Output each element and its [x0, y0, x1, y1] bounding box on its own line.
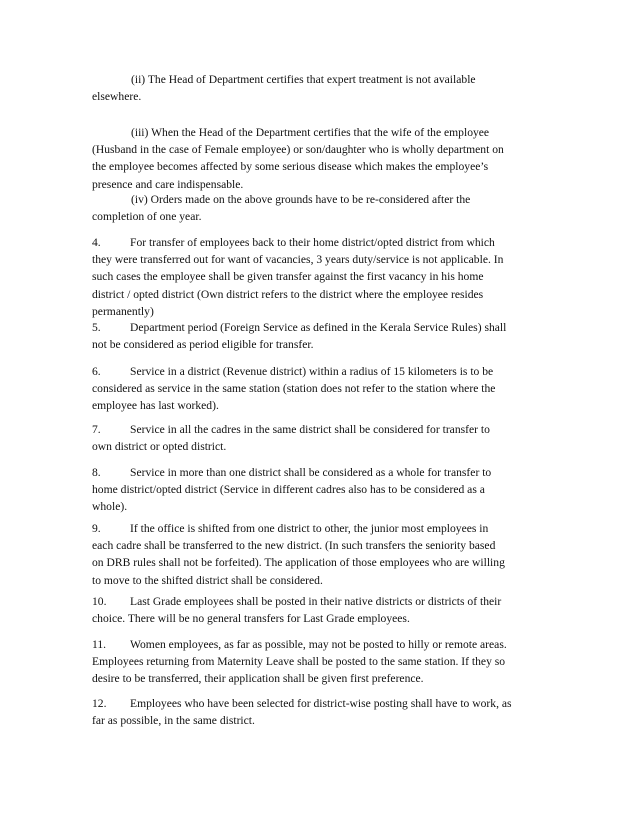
paragraph-6 [92, 363, 532, 415]
paragraph-number: 12. [92, 697, 107, 710]
paragraph-line: Department period (Foreign Service as defined in the Kerala Service Rules) shall [130, 321, 507, 334]
paragraph-8 [92, 464, 532, 516]
paragraph-iv [92, 191, 532, 225]
paragraph-4 [92, 234, 532, 320]
paragraph-line: desire to be transferred, their application shall be given first preference. [92, 672, 424, 686]
paragraph-12 [92, 695, 532, 729]
paragraph-line: employee has last worked). [92, 399, 219, 413]
paragraph-number: 9. [92, 522, 101, 535]
paragraph-line: Service in a district (Revenue district) within a radius of 15 kilometers is to be [130, 365, 494, 378]
paragraph-line: permanently) [92, 304, 154, 318]
paragraph-line: far as possible, in the same district. [92, 714, 255, 728]
paragraph-11 [92, 636, 532, 688]
paragraph-7 [92, 421, 532, 455]
paragraph-number: 8. [92, 466, 101, 479]
paragraph-line: (ii) The Head of Department certifies that expert treatment is not available [131, 73, 476, 86]
paragraph-number: 5. [92, 321, 101, 334]
paragraph-line: each cadre shall be transferred to the new district. (In such transfers the seniority based [92, 539, 496, 553]
paragraph-line: Employees returning from Maternity Leave shall be posted to the same station. If they so [92, 655, 506, 669]
paragraph-10 [92, 593, 532, 627]
paragraph-line: completion of one year. [92, 210, 202, 224]
paragraph-line: choice. There will be no general transfers for Last Grade employees. [92, 612, 410, 626]
paragraph-line: Service in all the cadres in the same district shall be considered for transfer to [130, 423, 490, 436]
paragraph-number: 10. [92, 595, 107, 608]
paragraph-9 [92, 520, 532, 589]
paragraph-line: Service in more than one district shall be considered as a whole for transfer to [130, 466, 492, 479]
paragraph-line: such cases the employee shall be given transfer against the first vacancy in his home [92, 270, 484, 284]
paragraph-line: (Husband in the case of Female employee) or son/daughter who is wholly department on [92, 143, 504, 157]
paragraph-line: (iii) When the Head of the Department certifies that the wife of the employee [131, 126, 490, 139]
paragraph-ii [92, 71, 532, 105]
paragraph-line: Women employees, as far as possible, may not be posted to hilly or remote areas. [130, 638, 507, 651]
paragraph-line: presence and care indispensable. [92, 177, 244, 191]
paragraph-line: district / opted district (Own district refers to the district where the employee resides [92, 287, 484, 301]
paragraph-line: elsewhere. [92, 90, 142, 104]
paragraph-line: own district or opted district. [92, 440, 227, 454]
paragraph-line: Last Grade employees shall be posted in their native districts or districts of their [130, 595, 502, 608]
paragraph-5 [92, 319, 532, 353]
paragraph-number: 6. [92, 365, 101, 378]
paragraph-line: Employees who have been selected for district-wise posting shall have to work, as [130, 697, 512, 710]
paragraph-line: the employee becomes affected by some serious disease which makes the employee’s [92, 160, 489, 174]
paragraph-number: 4. [92, 236, 101, 249]
paragraph-line: to move to the shifted district shall be considered. [92, 573, 323, 587]
paragraph-iii [92, 124, 532, 193]
paragraph-line: (iv) Orders made on the above grounds have to be re-considered after the [131, 193, 471, 206]
paragraph-line: considered as service in the same station (station does not refer to the station where the [92, 382, 496, 396]
paragraph-number: 7. [92, 423, 101, 436]
paragraph-line: not be considered as period eligible for transfer. [92, 338, 314, 352]
paragraph-line: For transfer of employees back to their home district/opted district from which [130, 236, 495, 249]
paragraph-line: whole). [92, 500, 128, 514]
paragraph-number: 11. [92, 638, 107, 651]
paragraph-line: If the office is shifted from one district to other, the junior most employees in [130, 522, 489, 535]
paragraph-line: on DRB rules shall not be forfeited). The application of those employees who are willing [92, 556, 505, 570]
paragraph-line: home district/opted district (Service in different cadres also has to be considered as a [92, 483, 485, 497]
paragraph-line: they were transferred out for want of vacancies, 3 years duty/service is not applicable. In [92, 253, 504, 267]
